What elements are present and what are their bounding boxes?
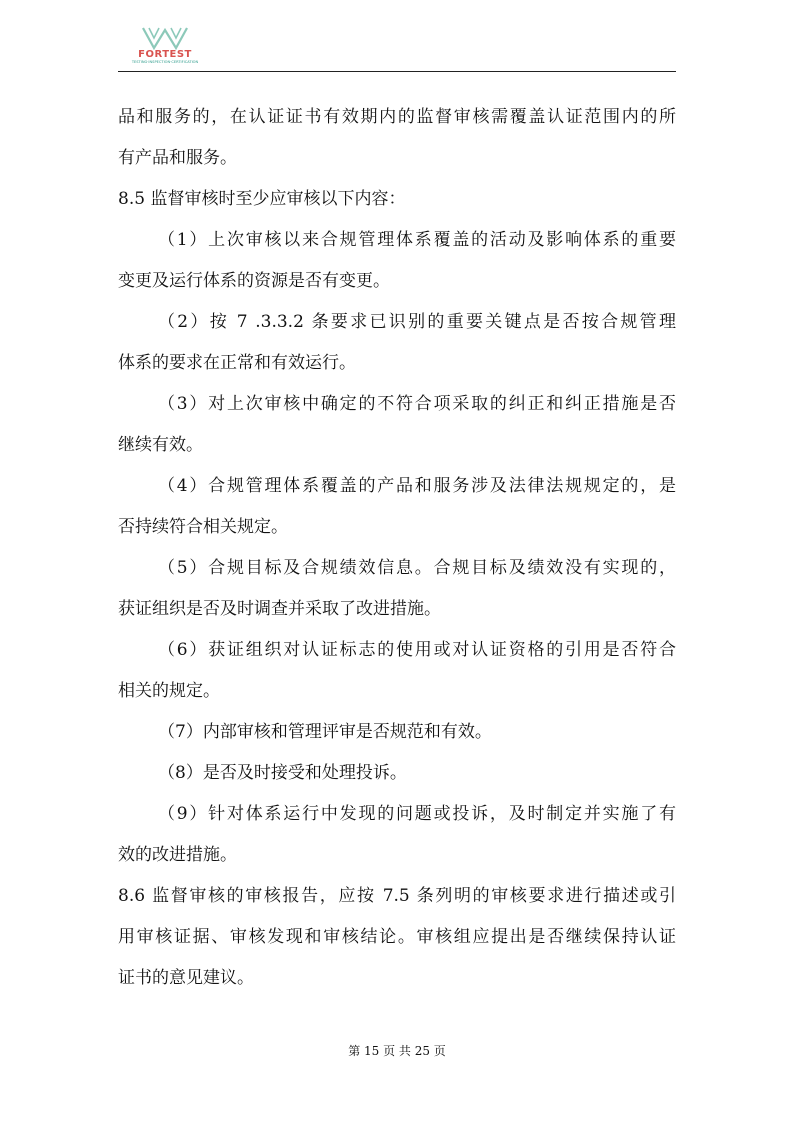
fortest-logo: [118, 24, 212, 66]
document-body: [118, 97, 676, 999]
header-divider: [118, 71, 676, 72]
section-heading-8-6: 8.6 监督审核的审核报告，应按 7.5 条列明的审核要求进行描述或引: [118, 886, 676, 906]
list-item-7: （7）内部审核和管理评审是否规范和有效。: [158, 722, 492, 742]
list-item-6: （6）获证组织对认证标志的使用或对认证资格的引用是否符合: [158, 640, 676, 660]
list-item-2: （2）按 7 .3.3.2 条要求已识别的重要关键点是否按合规管理: [158, 312, 676, 332]
text-line: 证书的意见建议。: [118, 968, 254, 988]
text-line: 体系的要求在正常和有效运行。: [118, 353, 356, 373]
list-item-4: （4）合规管理体系覆盖的产品和服务涉及法律法规规定的，是: [158, 476, 676, 496]
text-line: 用审核证据、审核发现和审核结论。审核组应提出是否继续保持认证: [118, 927, 676, 947]
section-heading-8-5: 8.5 监督审核时至少应审核以下内容：: [118, 189, 406, 209]
text-line: 效的改进措施。: [118, 845, 237, 865]
list-item-9: （9）针对体系运行中发现的问题或投诉，及时制定并实施了有: [158, 804, 676, 824]
page-number: 第 15 页 共 25 页: [348, 1044, 446, 1058]
list-item-5: （5）合规目标及合规绩效信息。合规目标及绩效没有实现的，: [158, 558, 676, 578]
text-line: 获证组织是否及时调查并采取了改进措施。: [118, 599, 441, 619]
list-item-3: （3）对上次审核中确定的不符合项采取的纠正和纠正措施是否: [158, 394, 676, 414]
logo-tagline: TESTING·INSPECTION·CERTIFICATION: [131, 60, 199, 64]
list-item-1: （1）上次审核以来合规管理体系覆盖的活动及影响体系的重要: [158, 230, 676, 250]
text-line: 否持续符合相关规定。: [118, 517, 288, 537]
logo-mark-icon: [142, 26, 188, 50]
logo-name: FORTEST: [138, 49, 192, 60]
list-item-8: （8）是否及时接受和处理投诉。: [158, 763, 407, 783]
page-header: [118, 24, 676, 72]
text-line: 继续有效。: [118, 435, 203, 455]
text-line: 相关的规定。: [118, 681, 220, 701]
text-line: 有产品和服务。: [118, 148, 237, 168]
text-line: 品和服务的，在认证证书有效期内的监督审核需覆盖认证范围内的所: [118, 107, 676, 127]
text-line: 变更及运行体系的资源是否有变更。: [118, 271, 390, 291]
